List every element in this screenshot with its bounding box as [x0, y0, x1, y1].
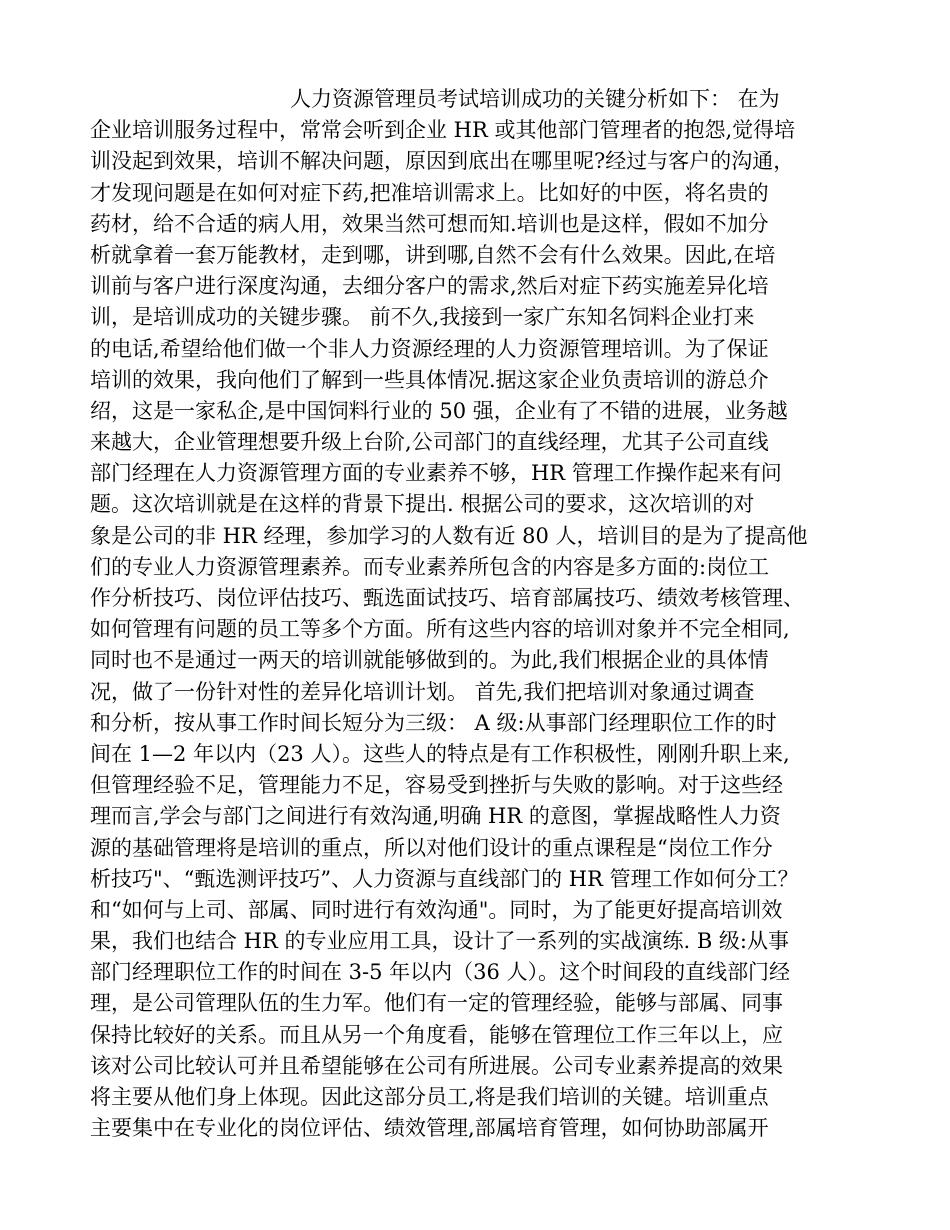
text-line: 作分析技巧、岗位评估技巧、甄选面试技巧、培育部属技巧、绩效考核管理、 — [90, 586, 804, 610]
text-line: 将主要从他们身上体现。因此这部分员工,将是我们培训的关键。培训重点 — [90, 1085, 769, 1109]
text-line: 如何管理有问题的员工等多个方面。所有这些内容的培训对象并不完全相同, — [90, 617, 790, 642]
text-line: 间在 1—2 年以内（23 人）。这些人的特点是有工作积极性，刚刚升职上来, — [90, 741, 790, 766]
text-line: 和“如何与上司、部属、同时进行有效沟通"。同时，为了能更好提高培训效 — [90, 897, 783, 922]
text-line: 析技巧"、“甄选测评技巧”、人力资源与直线部门的 HR 管理工作如何分工？ — [90, 866, 799, 891]
text-line: 源的基础管理将是培训的重点，所以对他们设计的重点课程是“岗位工作分 — [90, 835, 773, 860]
text-line: 果，我们也结合 HR 的专业应用工具，设计了一系列的实战演练. B 级:从事 — [90, 929, 790, 954]
text-line: 们的专业人力资源管理素养。而专业素养所包含的内容是多方面的:岗位工 — [90, 554, 770, 579]
text-line: 但管理经验不足，管理能力不足，容易受到挫折与失败的影响。对于这些经 — [90, 773, 783, 798]
text-line: 和分析，按从事工作时间长短分为三级： A 级:从事部门经理职位工作的时 — [90, 710, 777, 735]
text-line: 的电话,希望给他们做一个非人力资源经理的人力资源管理培训。为了保证 — [90, 336, 769, 361]
text-line: 理，是公司管理队伍的生力军。他们有一定的管理经验，能够与部属、同事 — [90, 991, 783, 1016]
text-line: 药材，给不合适的病人用，效果当然可想而知.培训也是这样，假如不加分 — [90, 211, 769, 236]
text-line: 保持比较好的关系。而且从另一个角度看，能够在管理位工作三年以上，应 — [90, 1022, 783, 1047]
text-line: 主要集中在专业化的岗位评估、绩效管理,部属培育管理，如何协助部属开 — [90, 1116, 769, 1141]
text-line: 该对公司比较认可并且希望能够在公司有所进展。公司专业素养提高的效果 — [90, 1053, 783, 1078]
text-line: 才发现问题是在如何对症下药,把准培训需求上。比如好的中医，将名贵的 — [90, 180, 769, 205]
text-line: 企业培训服务过程中，常常会听到企业 HR 或其他部门管理者的抱怨,觉得培 — [90, 118, 796, 143]
text-line: 析就拿着一套万能教材，走到哪，讲到哪,自然不会有什么效果。因此,在培 — [90, 242, 776, 267]
text-line: 培训的效果，我向他们了解到一些具体情况.据这家企业负责培训的游总介 — [90, 367, 769, 392]
text-line: 理而言,学会与部门之间进行有效沟通,明确 HR 的意图，掌握战略性人力资 — [90, 804, 781, 829]
text-line: 部门经理职位工作的时间在 3-5 年以内（36 人）。这个时间段的直线部门经 — [90, 960, 791, 985]
document-page — [90, 84, 880, 1144]
text-line: 题。这次培训就是在这样的背景下提出. 根据公司的要求，这次培训的对 — [90, 492, 755, 517]
text-line: 部门经理在人力资源管理方面的专业素养不够，HR 管理工作操作起来有问 — [90, 461, 782, 486]
text-line: 同时也不是通过一两天的培训就能够做到的。为此,我们根据企业的具体情 — [90, 648, 769, 673]
text-line: 训没起到效果，培训不解决问题，原因到底出在哪里呢?经过与客户的沟通， — [90, 149, 795, 174]
text-line: 人力资源管理员考试培训成功的关键分析如下： 在为 — [290, 87, 780, 111]
text-line: 训，是培训成功的关键步骤。 前不久,我接到一家广东知名饲料企业打来 — [90, 305, 755, 330]
text-line: 训前与客户进行深度沟通，去细分客户的需求,然后对症下药实施差异化培 — [90, 274, 769, 299]
text-line: 绍，这是一家私企,是中国饲料行业的 50 强，企业有了不错的进展，业务越 — [90, 398, 788, 423]
text-line: 况，做了一份针对性的差异化培训计划。 首先,我们把培训对象通过调查 — [90, 679, 755, 704]
text-line: 来越大，企业管理想要升级上台阶,公司部门的直线经理，尤其子公司直线 — [90, 430, 769, 455]
text-line: 象是公司的非 HR 经理，参加学习的人数有近 80 人，培训目的是为了提高他 — [90, 523, 808, 548]
